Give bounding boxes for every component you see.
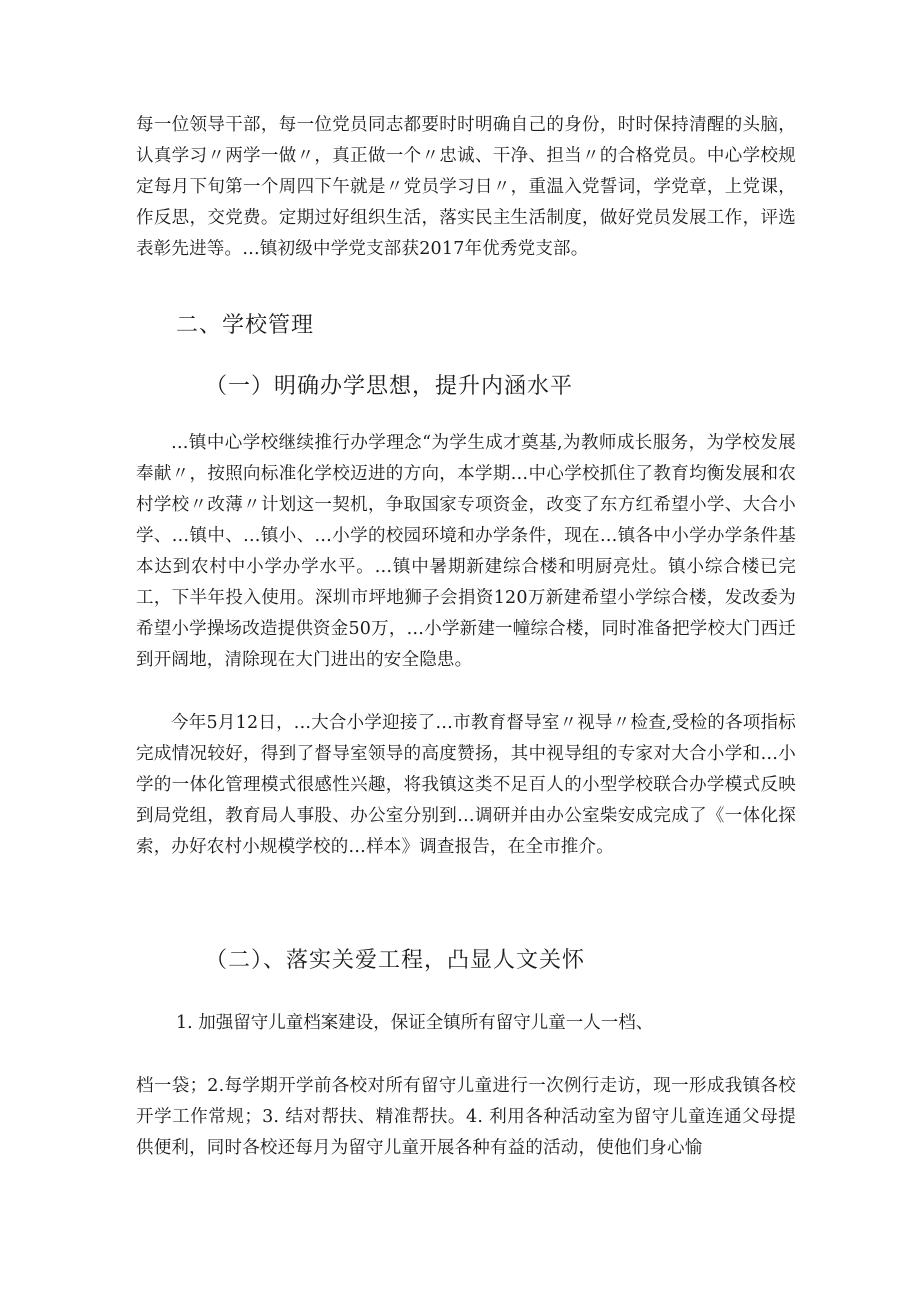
care-measures-paragraph: 档一袋；2.每学期开学前各校对所有留守儿童进行一次例行走访，现一形成我镇各校开学工作常规；3. 结对帮扶、精准帮扶。4. 利用各种活动室为留守儿童连通父母提供便利，同时各校还每月为留守儿童开展各种有益的活动，使他们身心愉 — [136, 1076, 796, 1158]
subheading-care-project: （二）、落实关爱工程，凸显人文关怀 — [205, 948, 586, 973]
school-philosophy-paragraph: …镇中心学校继续推行办学理念“为学生成才奠基,为教师成长服务，为学校发展奉献〃，按照向标准化学校迈进的方向，本学期…中心学校抓住了教育均衡发展和农村学校〃改薄〃计划这一契机，争取国家专项资金，改变了东方红希望小学、大合小学、…镇中、…镇小、…小学的校园环境和办学条件，现在…镇各中小学办学条件基本达到农村中小学办学水平。…镇中暑期新建综合楼和明厨亮灶。镇小综合楼已完工，下半年投入使用。深圳市坪地狮子会捐资120万新建希望小学综合楼，发改委为希望小学操场改造提供资金50万，…小学新建一幢综合楼，同时准备把学校大门西迁到开阔地，清除现在大门进出的安全隐患。 — [136, 433, 796, 670]
section-heading-school-management: 二、学校管理 — [176, 313, 315, 338]
party-building-paragraph: 每一位领导干部，每一位党员同志都要时时明确自己的身份，时时保持清醒的头脑，认真学习〃两学一做〃，真正做一个〃忠诚、干净、担当〃的合格党员。中心学校规定每月下旬第一个周四下午就是〃党员学习日〃，重温入党誓词，学党章，上党课，作反思，交党费。定期过好组织生活，落实民主生活制度，做好党员发展工作，评选表彰先进等。…镇初级中学党支部获2017年优秀党支部。 — [136, 115, 796, 259]
inspection-paragraph: 今年5月12日，...大合小学迎接了…市教育督导室〃视导〃检查,受检的各项指标完成情况较好，得到了督导室领导的高度赞扬，其中视导组的专家对大合小学和…小学的一体化管理模式很感性兴趣，将我镇这类不足百人的小型学校联合办学模式反映到局党组，教育局人事股、办公室分别到…调研并由办公室柴安成完成了《一体化探索，办好农村小规模学校的…样本》调查报告，在全市推介。 — [136, 713, 796, 857]
care-item-1: 1. 加强留守儿童档案建设，保证全镇所有留守儿童一人一档、 — [176, 1013, 654, 1033]
subheading-school-philosophy: （一）明确办学思想，提升内涵水平 — [205, 374, 574, 399]
